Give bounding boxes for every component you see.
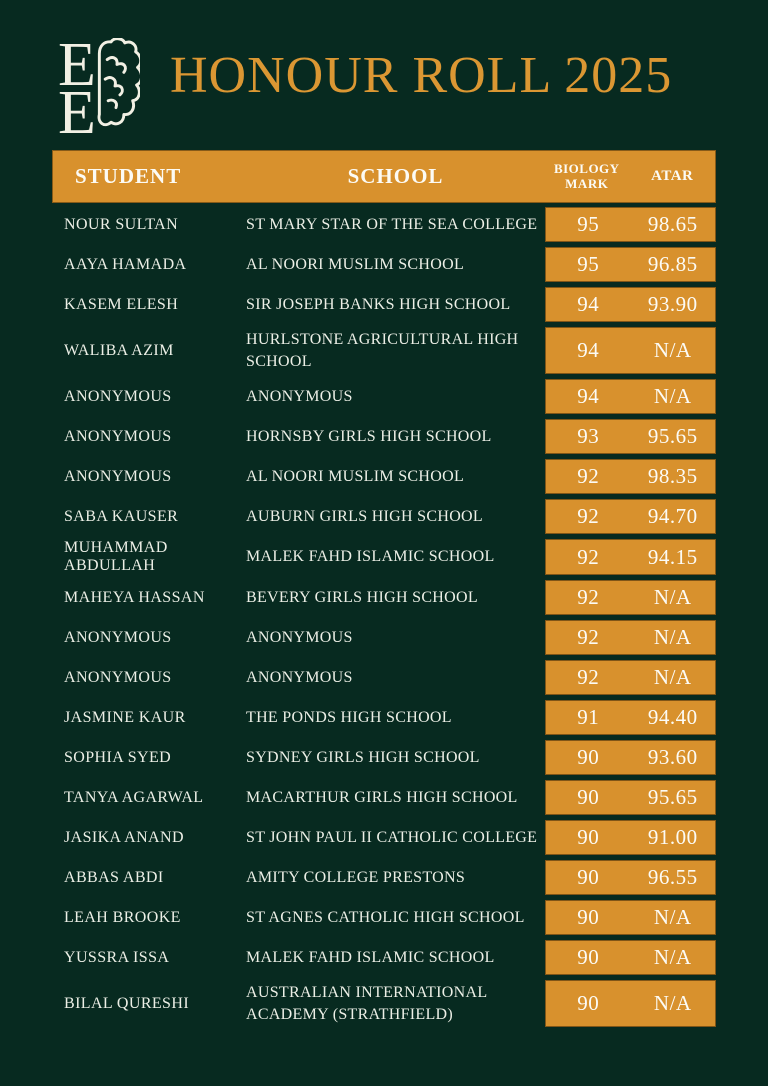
mark-value: 90 [577,905,600,929]
student-name: ANONYMOUS [64,628,172,646]
logo-letters [58,30,96,147]
student-name: SABA KAUSER [64,507,179,525]
table-row [52,539,716,575]
table-row [52,860,716,895]
atar-value: N/A [653,384,692,408]
atar-value: 98.65 [647,212,698,236]
value-box [545,207,716,242]
atar-value: N/A [653,625,692,649]
atar-value: 98.35 [647,464,698,488]
mark-value: 92 [577,585,600,609]
value-box [545,459,716,494]
atar-value: 91.00 [647,825,698,849]
table-row [52,499,716,534]
school-name: AUBURN GIRLS HIGH SCHOOL [246,507,483,525]
value-box [545,287,716,322]
table-row [52,379,716,414]
value-box [545,539,716,575]
school-name: HORNSBY GIRLS HIGH SCHOOL [246,427,492,445]
table-row [52,940,716,975]
school-name: ANONYMOUS [246,628,353,646]
value-box [545,780,716,815]
table-row [52,207,716,242]
student-name: KASEM ELESH [64,295,179,313]
value-box [545,499,716,534]
student-name: ANONYMOUS [64,668,172,686]
value-box [545,700,716,735]
student-name: NOUR SULTAN [64,215,179,233]
table-row [52,700,716,735]
atar-value: N/A [653,991,692,1015]
atar-value: 95.65 [647,785,698,809]
table-row [52,780,716,815]
school-name: ST JOHN PAUL II CATHOLIC COLLEGE [246,828,538,846]
header-school: SCHOOL [347,164,444,188]
atar-value: 94.40 [647,705,698,729]
school-name: SYDNEY GIRLS HIGH SCHOOL [246,748,480,766]
atar-value: 94.70 [647,504,698,528]
table-row [52,900,716,935]
table-header [52,150,716,203]
honour-roll-table [52,150,716,1032]
mark-value: 93 [577,424,600,448]
mark-value: 90 [577,825,600,849]
value-box [545,740,716,775]
atar-value: 93.60 [647,745,698,769]
mark-value: 95 [577,212,600,236]
school-name: MACARTHUR GIRLS HIGH SCHOOL [246,788,518,806]
value-box [545,940,716,975]
table-row [52,980,716,1027]
student-name: MUHAMMAD ABDULLAH [64,539,168,574]
school-name: THE PONDS HIGH SCHOOL [246,708,452,726]
atar-value: N/A [653,585,692,609]
brand-logo [58,30,140,147]
mark-value: 92 [577,464,600,488]
header-atar: ATAR [651,168,694,184]
student-name: ANONYMOUS [64,427,172,445]
value-box [545,820,716,855]
mark-value: 92 [577,665,600,689]
logo-letter-e-bottom: E [58,78,96,147]
table-row [52,327,716,374]
value-box [545,620,716,655]
school-name: HURLSTONE AGRICULTURAL HIGH SCHOOL [246,330,519,370]
value-box [545,379,716,414]
atar-value: N/A [653,665,692,689]
school-name: BEVERY GIRLS HIGH SCHOOL [246,588,478,606]
student-name: TANYA AGARWAL [64,788,204,806]
mark-value: 90 [577,945,600,969]
table-body [52,207,716,1027]
student-name: ANONYMOUS [64,387,172,405]
mark-value: 92 [577,625,600,649]
mark-value: 92 [577,504,600,528]
student-name: JASIKA ANAND [64,828,184,846]
student-name: AAYA HAMADA [64,255,187,273]
school-name: ANONYMOUS [246,387,353,405]
atar-value: N/A [653,338,692,362]
mark-value: 90 [577,991,600,1015]
mark-value: 91 [577,705,600,729]
mark-value: 94 [577,292,600,316]
atar-value: 93.90 [647,292,698,316]
value-box [545,860,716,895]
table-row [52,580,716,615]
school-name: ANONYMOUS [246,668,353,686]
table-row [52,740,716,775]
school-name: AUSTRALIAN INTERNATIONAL ACADEMY (STRATHFIELD) [246,983,488,1023]
atar-value: 94.15 [647,544,698,569]
mark-value: 90 [577,785,600,809]
value-box [545,980,716,1027]
brain-icon [94,38,140,141]
table-row [52,247,716,282]
school-name: MALEK FAHD ISLAMIC SCHOOL [246,548,495,566]
student-name: JASMINE KAUR [64,708,186,726]
logo-letter-e-top: E [58,30,96,99]
school-name: ST MARY STAR OF THE SEA COLLEGE [246,215,538,233]
student-name: SOPHIA SYED [64,748,172,766]
atar-value: N/A [653,945,692,969]
student-name: YUSSRA ISSA [64,948,170,966]
header-values [544,162,715,192]
value-box [545,580,716,615]
student-name: ABBAS ABDI [64,868,164,886]
mark-value: 90 [577,865,600,889]
value-box [545,247,716,282]
mark-value: 90 [577,745,600,769]
mark-value: 92 [577,544,600,569]
value-box [545,327,716,374]
school-name: AMITY COLLEGE PRESTONS [246,868,466,886]
mark-value: 95 [577,252,600,276]
mark-value: 94 [577,338,600,362]
atar-value: 96.55 [647,865,698,889]
header-biology-mark: BIOLOGY MARK [553,160,620,191]
header-student: STUDENT [75,164,182,188]
value-box [545,900,716,935]
table-row [52,660,716,695]
student-name: BILAL QURESHI [64,994,190,1012]
value-box [545,660,716,695]
student-name: LEAH BROOKE [64,908,181,926]
mark-value: 94 [577,384,600,408]
value-box [545,419,716,454]
school-name: MALEK FAHD ISLAMIC SCHOOL [246,948,495,966]
table-row [52,287,716,322]
school-name: AL NOORI MUSLIM SCHOOL [246,467,465,485]
table-row [52,419,716,454]
school-name: ST AGNES CATHOLIC HIGH SCHOOL [246,908,525,926]
page-title: HONOUR ROLL 2025 [170,47,673,104]
table-row [52,820,716,855]
atar-value: 95.65 [647,424,698,448]
atar-value: 96.85 [647,252,698,276]
student-name: ANONYMOUS [64,467,172,485]
school-name: SIR JOSEPH BANKS HIGH SCHOOL [246,295,511,313]
table-row [52,459,716,494]
school-name: AL NOORI MUSLIM SCHOOL [246,255,465,273]
table-row [52,620,716,655]
student-name: WALIBA AZIM [64,341,174,359]
student-name: MAHEYA HASSAN [64,588,205,606]
atar-value: N/A [653,905,692,929]
